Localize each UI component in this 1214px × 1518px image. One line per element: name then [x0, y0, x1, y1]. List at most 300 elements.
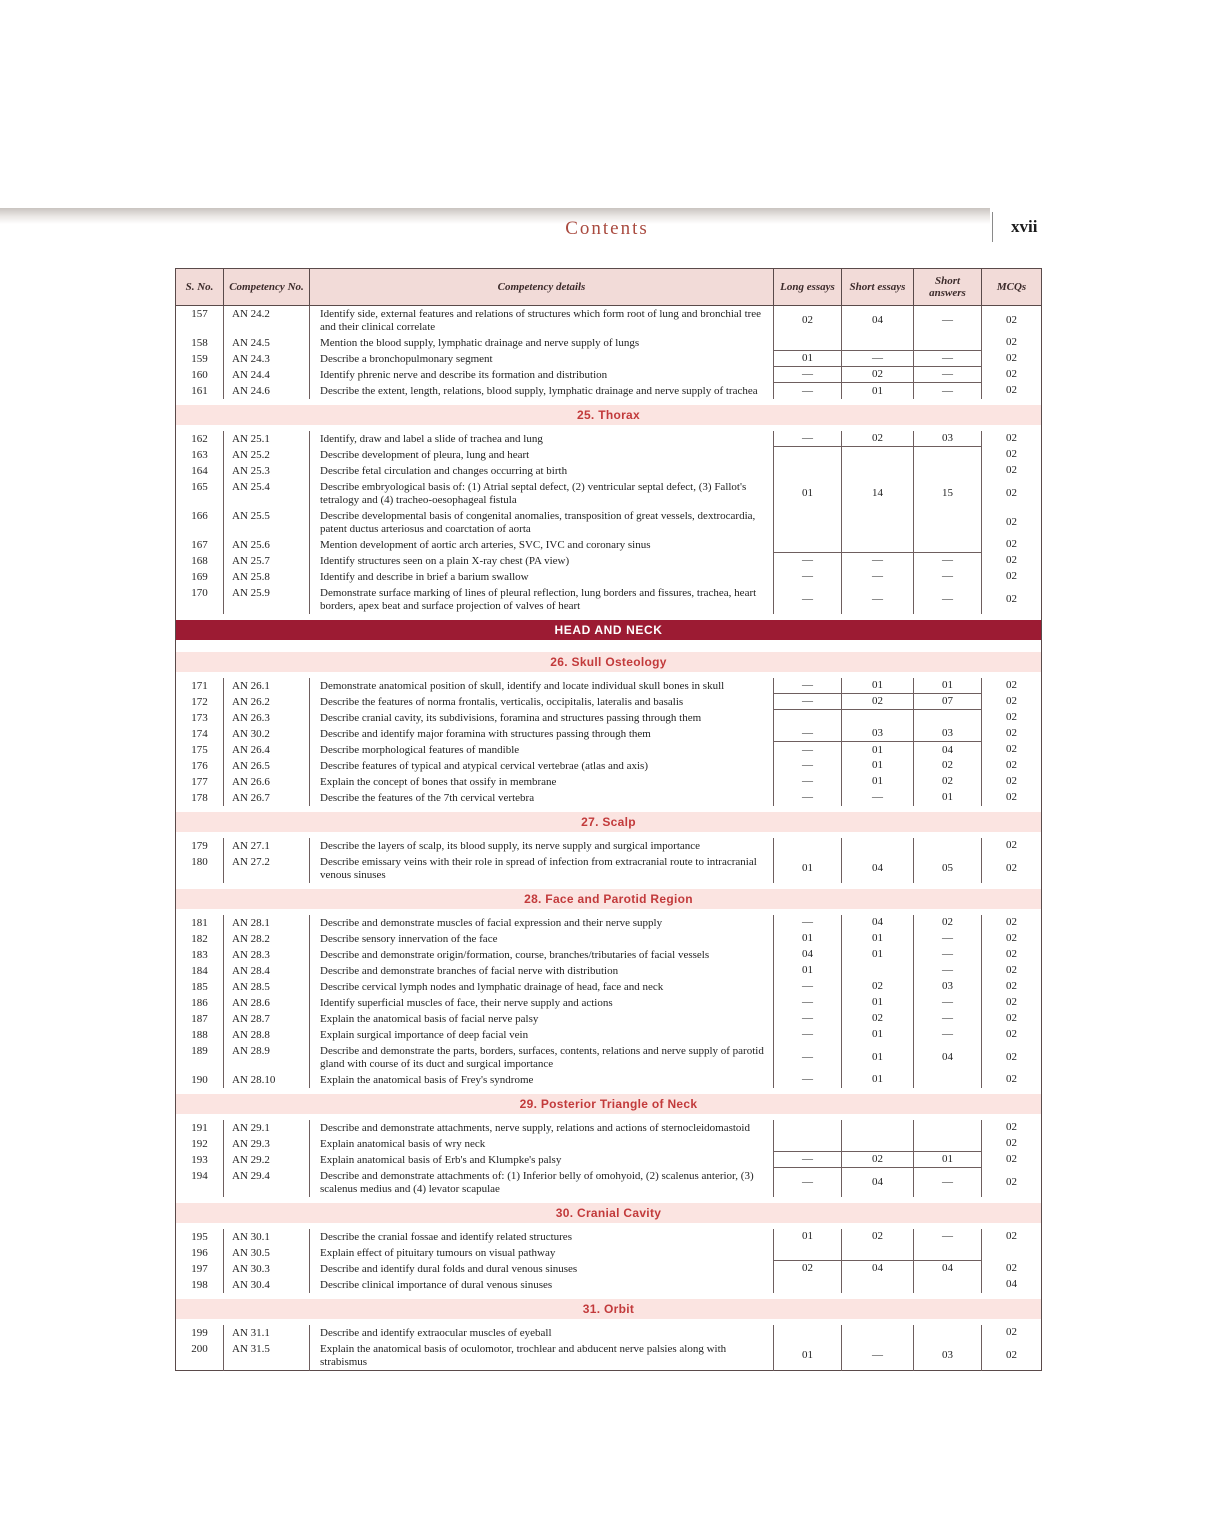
details-cell: Identify side, external features and relations of structures which form root of lung and bronchial tree and their clinical correlate [310, 306, 774, 335]
sno-cell: 188 [191, 1028, 208, 1041]
short-answers-cell: — [914, 585, 982, 614]
table-row [176, 1229, 1042, 1245]
long-essays-cell: — [774, 367, 842, 383]
long-essays-cell: — [774, 585, 842, 614]
long-essays-cell [774, 838, 842, 854]
short-answers-cell: 07 [914, 694, 982, 710]
sno-cell: 174 [191, 727, 208, 740]
short-essays-cell [842, 537, 914, 553]
mcqs-cell: 02 [982, 585, 1042, 614]
long-essays-cell [774, 1325, 842, 1341]
details-cell: Describe clinical importance of dural venous sinuses [310, 1277, 774, 1293]
mcqs-cell: 02 [982, 678, 1042, 694]
short-essays-cell [842, 1325, 914, 1341]
mcqs-cell: 02 [982, 1043, 1042, 1072]
table-row [176, 758, 1042, 774]
short-answers-cell: 04 [914, 1261, 982, 1277]
long-essays-cell: — [774, 774, 842, 790]
short-essays-cell: 04 [842, 854, 914, 883]
details-cell: Describe and demonstrate muscles of facial expression and their nerve supply [310, 915, 774, 931]
sno-cell: 187 [191, 1012, 208, 1025]
mcqs-cell: 02 [982, 1027, 1042, 1043]
short-answers-cell: — [914, 351, 982, 367]
mcqs-cell: 02 [982, 1168, 1042, 1197]
mcqs-cell: 02 [982, 367, 1042, 383]
competency-no-cell: AN 30.5 [224, 1245, 310, 1261]
long-essays-cell: — [774, 1152, 842, 1168]
short-answers-cell [914, 1136, 982, 1152]
long-essays-cell: — [774, 790, 842, 806]
section-title: 25. Thorax [176, 405, 1042, 425]
long-essays-cell [774, 1245, 842, 1261]
short-essays-cell: 04 [842, 1261, 914, 1277]
section-title: 28. Face and Parotid Region [176, 889, 1042, 909]
short-essays-cell: 02 [842, 1011, 914, 1027]
mcqs-cell: 02 [982, 463, 1042, 479]
table-row [176, 694, 1042, 710]
details-cell: Mention development of aortic arch arteries, SVC, IVC and coronary sinus [310, 537, 774, 553]
details-cell: Describe and demonstrate attachments, nerve supply, relations and actions of sternocleidomastoid [310, 1120, 774, 1136]
table-row [176, 1011, 1042, 1027]
short-answers-cell [914, 710, 982, 726]
long-essays-cell: — [774, 1168, 842, 1197]
sno-cell: 166 [191, 509, 208, 522]
short-essays-cell: 04 [842, 306, 914, 335]
section-header [176, 1299, 1042, 1319]
competency-no-cell: AN 25.2 [224, 447, 310, 463]
sno-cell: 157 [191, 308, 208, 320]
short-answers-cell [914, 1245, 982, 1261]
details-cell: Explain anatomical basis of Erb's and Klumpke's palsy [310, 1152, 774, 1168]
table-row [176, 1027, 1042, 1043]
mcqs-cell: 02 [982, 1136, 1042, 1152]
table-row [176, 431, 1042, 447]
short-answers-cell [914, 447, 982, 463]
competency-no-cell: AN 25.3 [224, 463, 310, 479]
details-cell: Explain anatomical basis of wry neck [310, 1136, 774, 1152]
details-cell: Describe development of pleura, lung and heart [310, 447, 774, 463]
competency-no-cell: AN 29.2 [224, 1152, 310, 1168]
short-essays-cell: 01 [842, 947, 914, 963]
table-row [176, 367, 1042, 383]
section-header [176, 652, 1042, 672]
short-essays-cell: — [842, 1341, 914, 1370]
page-title: Contents [565, 218, 649, 239]
competency-no-cell: AN 27.1 [224, 838, 310, 854]
short-answers-cell: 02 [914, 915, 982, 931]
competency-no-cell: AN 28.5 [224, 979, 310, 995]
long-essays-cell: — [774, 979, 842, 995]
short-essays-cell [842, 508, 914, 537]
competency-no-cell: AN 25.8 [224, 569, 310, 585]
sno-cell: 198 [191, 1278, 208, 1291]
short-essays-cell: 03 [842, 726, 914, 742]
short-answers-cell: 04 [914, 1043, 982, 1072]
details-cell: Identify superficial muscles of face, their nerve supply and actions [310, 995, 774, 1011]
mcqs-cell: 02 [982, 479, 1042, 508]
long-essays-cell [774, 508, 842, 537]
short-answers-cell [914, 1120, 982, 1136]
details-cell: Describe the features of norma frontalis, verticalis, occipitalis, lateralis and basalis [310, 694, 774, 710]
mcqs-cell: 02 [982, 335, 1042, 351]
competency-no-cell: AN 25.6 [224, 537, 310, 553]
sno-cell: 193 [191, 1153, 208, 1166]
competency-no-cell: AN 30.3 [224, 1261, 310, 1277]
short-essays-cell [842, 1245, 914, 1261]
mcqs-cell: 02 [982, 710, 1042, 726]
short-answers-cell: — [914, 1011, 982, 1027]
section-title: 30. Cranial Cavity [176, 1203, 1042, 1223]
mcqs-cell: 02 [982, 979, 1042, 995]
short-answers-cell: — [914, 963, 982, 979]
sno-cell: 160 [191, 368, 208, 381]
table-row [176, 742, 1042, 758]
sno-cell: 196 [191, 1246, 208, 1259]
short-answers-cell [914, 1277, 982, 1293]
competency-no-cell: AN 28.3 [224, 947, 310, 963]
details-cell: Describe the features of the 7th cervical vertebra [310, 790, 774, 806]
competency-no-cell: AN 26.7 [224, 790, 310, 806]
section-title: 31. Orbit [176, 1299, 1042, 1319]
long-essays-cell: — [774, 1043, 842, 1072]
competency-no-cell: AN 24.6 [224, 383, 310, 399]
mcqs-cell: 02 [982, 758, 1042, 774]
competency-no-cell: AN 25.7 [224, 553, 310, 569]
details-cell: Explain effect of pituitary tumours on visual pathway [310, 1245, 774, 1261]
competency-no-cell: AN 29.1 [224, 1120, 310, 1136]
mcqs-cell: 02 [982, 1341, 1042, 1370]
competency-no-cell: AN 28.7 [224, 1011, 310, 1027]
table-row [176, 463, 1042, 479]
details-cell: Identify structures seen on a plain X-ray chest (PA view) [310, 553, 774, 569]
mcqs-cell: 02 [982, 508, 1042, 537]
mcqs-cell: 02 [982, 915, 1042, 931]
table-row [176, 508, 1042, 537]
long-essays-cell: 01 [774, 1229, 842, 1245]
table-row [176, 1120, 1042, 1136]
sno-cell: 197 [191, 1262, 208, 1275]
section-header [176, 889, 1042, 909]
sno-cell: 169 [191, 570, 208, 583]
competency-no-cell: AN 27.2 [224, 854, 310, 883]
sno-cell: 183 [191, 948, 208, 961]
competency-no-cell: AN 25.4 [224, 479, 310, 508]
short-answers-cell: — [914, 1229, 982, 1245]
short-essays-cell: 01 [842, 774, 914, 790]
mcqs-cell: 02 [982, 931, 1042, 947]
sno-cell: 182 [191, 932, 208, 945]
competency-no-cell: AN 30.4 [224, 1277, 310, 1293]
table-row [176, 726, 1042, 742]
long-essays-cell: 04 [774, 947, 842, 963]
short-answers-cell: 01 [914, 790, 982, 806]
sno-cell: 195 [191, 1230, 208, 1243]
details-cell: Demonstrate surface marking of lines of pleural reflection, lung borders and fissures, trachea, heart borders, apex beat and surface projection of valves of heart [310, 585, 774, 614]
competency-no-cell: AN 26.6 [224, 774, 310, 790]
competency-no-cell: AN 26.4 [224, 742, 310, 758]
competency-no-cell: AN 31.1 [224, 1325, 310, 1341]
mcqs-cell: 02 [982, 726, 1042, 742]
sno-cell: 161 [191, 384, 208, 397]
long-essays-cell: — [774, 569, 842, 585]
long-essays-cell [774, 537, 842, 553]
details-cell: Describe fetal circulation and changes occurring at birth [310, 463, 774, 479]
details-cell: Demonstrate anatomical position of skull, identify and locate individual skull bones in skull [310, 678, 774, 694]
section-header [176, 1094, 1042, 1114]
short-essays-cell: — [842, 569, 914, 585]
short-essays-cell: 01 [842, 931, 914, 947]
table-row [176, 1325, 1042, 1341]
contents-table [175, 268, 1042, 1371]
details-cell: Describe and identify dural folds and dural venous sinuses [310, 1261, 774, 1277]
table-row [176, 335, 1042, 351]
short-essays-cell: 01 [842, 995, 914, 1011]
short-essays-cell [842, 838, 914, 854]
sno-cell: 180 [191, 855, 208, 868]
mcqs-cell: 02 [982, 963, 1042, 979]
mcqs-cell: 02 [982, 383, 1042, 399]
short-essays-cell [842, 335, 914, 351]
short-essays-cell: 01 [842, 1043, 914, 1072]
long-essays-cell [774, 447, 842, 463]
short-answers-cell: — [914, 995, 982, 1011]
short-essays-cell: 04 [842, 1168, 914, 1197]
long-essays-cell: 01 [774, 963, 842, 979]
competency-no-cell: AN 26.5 [224, 758, 310, 774]
short-answers-cell: 05 [914, 854, 982, 883]
short-answers-cell: 02 [914, 758, 982, 774]
details-cell: Describe and demonstrate branches of facial nerve with distribution [310, 963, 774, 979]
mcqs-cell: 02 [982, 838, 1042, 854]
details-cell: Describe cranial cavity, its subdivisions, foramina and structures passing through them [310, 710, 774, 726]
sno-cell: 191 [191, 1121, 208, 1134]
sno-cell: 185 [191, 980, 208, 993]
competency-no-cell: AN 28.8 [224, 1027, 310, 1043]
competency-no-cell: AN 26.2 [224, 694, 310, 710]
long-essays-cell: — [774, 758, 842, 774]
mcqs-cell: 02 [982, 306, 1042, 335]
col-header-competency-details: Competency details [310, 269, 774, 306]
details-cell: Identify, draw and label a slide of trachea and lung [310, 431, 774, 447]
details-cell: Explain the concept of bones that ossify in membrane [310, 774, 774, 790]
short-essays-cell: — [842, 351, 914, 367]
short-answers-cell: 03 [914, 726, 982, 742]
long-essays-cell: — [774, 694, 842, 710]
table-row [176, 963, 1042, 979]
long-essays-cell: 01 [774, 931, 842, 947]
competency-no-cell: AN 29.3 [224, 1136, 310, 1152]
short-answers-cell: — [914, 1027, 982, 1043]
table-row [176, 569, 1042, 585]
mcqs-cell: 02 [982, 1229, 1042, 1245]
table-row [176, 995, 1042, 1011]
sno-cell: 165 [191, 480, 208, 493]
table-row [176, 854, 1042, 883]
mcqs-cell: 02 [982, 1152, 1042, 1168]
short-essays-cell: 01 [842, 1027, 914, 1043]
mcqs-cell: 02 [982, 742, 1042, 758]
competency-no-cell: AN 25.1 [224, 431, 310, 447]
short-answers-cell: 04 [914, 742, 982, 758]
details-cell: Describe the layers of scalp, its blood supply, its nerve supply and surgical importance [310, 838, 774, 854]
sno-cell: 164 [191, 464, 208, 477]
short-essays-cell: 02 [842, 367, 914, 383]
short-answers-cell [914, 508, 982, 537]
sno-cell: 171 [191, 679, 208, 692]
short-essays-cell: 02 [842, 1152, 914, 1168]
details-cell: Explain the anatomical basis of Frey's syndrome [310, 1072, 774, 1088]
table-row [176, 1277, 1042, 1293]
sno-cell: 159 [191, 352, 208, 365]
short-essays-cell: 02 [842, 694, 914, 710]
competency-no-cell: AN 28.6 [224, 995, 310, 1011]
table-row [176, 979, 1042, 995]
short-essays-cell: 01 [842, 383, 914, 399]
short-essays-cell: 01 [842, 1072, 914, 1088]
short-essays-cell [842, 1120, 914, 1136]
short-essays-cell [842, 447, 914, 463]
short-answers-cell: 03 [914, 1341, 982, 1370]
competency-no-cell: AN 25.9 [224, 585, 310, 614]
details-cell: Describe and demonstrate the parts, borders, surfaces, contents, relations and nerve supply of parotid gland with course of its duct and surgical importance [310, 1043, 774, 1072]
sno-cell: 192 [191, 1137, 208, 1150]
table-row [176, 710, 1042, 726]
details-cell: Describe features of typical and atypical cervical vertebrae (atlas and axis) [310, 758, 774, 774]
table-row [176, 1152, 1042, 1168]
mcqs-cell: 02 [982, 1011, 1042, 1027]
sno-cell: 172 [191, 695, 208, 708]
short-answers-cell: 03 [914, 431, 982, 447]
table-row [176, 678, 1042, 694]
short-answers-cell [914, 335, 982, 351]
long-essays-cell: — [774, 431, 842, 447]
details-cell: Describe emissary veins with their role in spread of infection from extracranial route to intracranial venous sinuses [310, 854, 774, 883]
long-essays-cell [774, 710, 842, 726]
mcqs-cell: 02 [982, 790, 1042, 806]
long-essays-cell: 01 [774, 351, 842, 367]
long-essays-cell: — [774, 678, 842, 694]
mcqs-cell: 02 [982, 1072, 1042, 1088]
long-essays-cell [774, 1277, 842, 1293]
long-essays-cell: 01 [774, 854, 842, 883]
details-cell: Describe developmental basis of congenital anomalies, transposition of great vessels, dextrocardia, patent ductus arteriosus and coarctation of aorta [310, 508, 774, 537]
details-cell: Mention the blood supply, lymphatic drainage and nerve supply of lungs [310, 335, 774, 351]
competency-no-cell: AN 28.4 [224, 963, 310, 979]
sno-cell: 190 [191, 1073, 208, 1086]
mcqs-cell: 02 [982, 569, 1042, 585]
short-answers-cell: — [914, 306, 982, 335]
mcqs-cell: 02 [982, 431, 1042, 447]
mcqs-cell: 02 [982, 1325, 1042, 1341]
table-row [176, 774, 1042, 790]
sno-cell: 181 [191, 916, 208, 929]
sno-cell: 194 [191, 1169, 208, 1182]
short-answers-cell: — [914, 947, 982, 963]
short-essays-cell: 01 [842, 758, 914, 774]
mcqs-cell: 02 [982, 774, 1042, 790]
table-row [176, 447, 1042, 463]
table-row [176, 306, 1042, 335]
long-essays-cell [774, 1120, 842, 1136]
sno-cell: 175 [191, 743, 208, 756]
short-essays-cell: 02 [842, 1229, 914, 1245]
short-answers-cell: 01 [914, 678, 982, 694]
col-header-short-answers: Short answers [914, 269, 982, 306]
short-essays-cell [842, 1277, 914, 1293]
competency-no-cell: AN 30.2 [224, 726, 310, 742]
mcqs-cell: 02 [982, 947, 1042, 963]
table-row [176, 838, 1042, 854]
competency-no-cell: AN 28.10 [224, 1072, 310, 1088]
short-essays-cell: — [842, 790, 914, 806]
long-essays-cell: — [774, 383, 842, 399]
short-answers-cell [914, 1072, 982, 1088]
long-essays-cell: — [774, 726, 842, 742]
details-cell: Describe and identify major foramina with structures passing through them [310, 726, 774, 742]
competency-no-cell: AN 28.1 [224, 915, 310, 931]
sno-cell: 168 [191, 554, 208, 567]
details-cell: Describe sensory innervation of the face [310, 931, 774, 947]
section-title: 27. Scalp [176, 812, 1042, 832]
col-header-long-essays: Long essays [774, 269, 842, 306]
details-cell: Identify phrenic nerve and describe its formation and distribution [310, 367, 774, 383]
mcqs-cell [982, 1245, 1042, 1261]
sno-cell: 158 [191, 336, 208, 349]
short-answers-cell [914, 838, 982, 854]
sno-cell: 189 [191, 1044, 208, 1057]
long-essays-cell: — [774, 1027, 842, 1043]
col-header-sno: S. No. [176, 269, 224, 306]
sno-cell: 167 [191, 538, 208, 551]
table-row [176, 479, 1042, 508]
sno-cell: 186 [191, 996, 208, 1009]
sno-cell: 176 [191, 759, 208, 772]
sno-cell: 170 [191, 586, 208, 599]
details-cell: Describe embryological basis of: (1) Atrial septal defect, (2) ventricular septal defect, (3) Fallot's tetralogy and (4) tracheo-oesophageal fistula [310, 479, 774, 508]
table-row [176, 351, 1042, 367]
mcqs-cell: 04 [982, 1277, 1042, 1293]
competency-no-cell: AN 24.5 [224, 335, 310, 351]
short-essays-cell: — [842, 553, 914, 569]
competency-no-cell: AN 28.9 [224, 1043, 310, 1072]
short-answers-cell: — [914, 931, 982, 947]
region-band [176, 620, 1042, 640]
long-essays-cell: — [774, 915, 842, 931]
short-essays-cell: 01 [842, 742, 914, 758]
short-answers-cell: — [914, 1168, 982, 1197]
short-answers-cell [914, 1325, 982, 1341]
details-cell: Describe the cranial fossae and identify related structures [310, 1229, 774, 1245]
table-row [176, 1168, 1042, 1197]
mcqs-cell: 02 [982, 694, 1042, 710]
short-essays-cell [842, 1136, 914, 1152]
details-cell: Describe and demonstrate attachments of: (1) Inferior belly of omohyoid, (2) scalenus anterior, (3) scalenus medius and (4) levator scapulae [310, 1168, 774, 1197]
sno-cell: 179 [191, 839, 208, 852]
competency-no-cell: AN 26.3 [224, 710, 310, 726]
short-essays-cell: 14 [842, 479, 914, 508]
section-title: 26. Skull Osteology [176, 652, 1042, 672]
long-essays-cell: — [774, 742, 842, 758]
table-row [176, 1043, 1042, 1072]
short-answers-cell: 02 [914, 774, 982, 790]
table-row [176, 1136, 1042, 1152]
mcqs-cell: 02 [982, 1120, 1042, 1136]
table-header-row [176, 269, 1042, 306]
long-essays-cell: — [774, 553, 842, 569]
long-essays-cell [774, 1136, 842, 1152]
sno-cell: 177 [191, 775, 208, 788]
details-cell: Identify and describe in brief a barium swallow [310, 569, 774, 585]
